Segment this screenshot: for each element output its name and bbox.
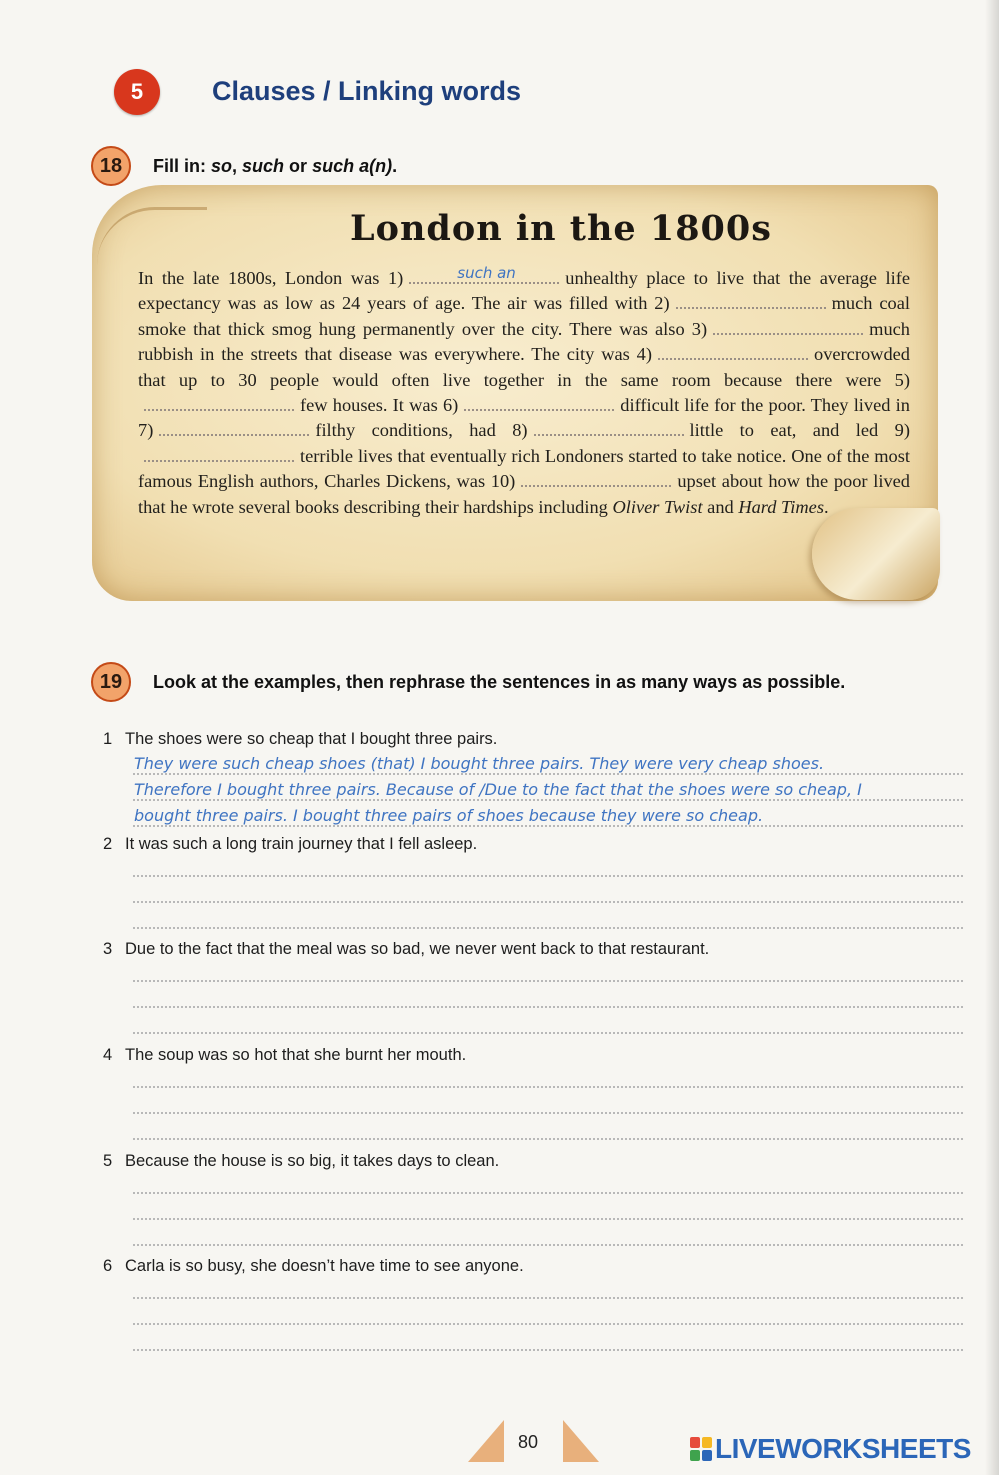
gap-2[interactable] [676, 295, 826, 309]
brand-text: LIVEWORKSHEETS [715, 1433, 971, 1464]
liveworksheets-brand [690, 1433, 971, 1465]
unit-number-badge: 5 [114, 69, 160, 115]
liveworksheets-logo-icon [690, 1437, 712, 1461]
page-number: 80 [518, 1432, 539, 1452]
passage-title: London in the 1800s [350, 208, 772, 249]
passage-text: In the late 1800s, London was 1) such an unhealthy place to live that the average life expectancy was as low as 24 years of age. The air was filled with 2) much coal smoke that thick smog hung permanently over the city. There was also 3) much rubbish in the streets that disease was everywhere. The city was 4) overcrowded that up to 30 people would often live together in the same room because there were 5)few houses. It was 6) difficult life for the poor. They lived in 7) filthy conditions, had 8) little to eat, and led 9)terrible lives that eventually rich Londoners started to take notice. One of the most famous English authors, Charles Dickens, was 10) upset about how the poor lived that he wrote several books describing their hardships including Oliver Twist and Hard Times. [138, 266, 910, 520]
answer-line[interactable] [133, 926, 963, 929]
example-answer-line-1: They were such cheap shoes (that) I bought three pairs. They were very cheap shoes. [134, 754, 825, 773]
answer-line[interactable] [133, 1111, 963, 1114]
question-5: 5 Because the house is so big, it takes days to clean. [103, 1152, 500, 1170]
unit-title: Clauses / Linking words [212, 76, 522, 106]
page-tab-right [563, 1420, 599, 1462]
gap-7[interactable] [159, 422, 309, 436]
question-4: 4 The soup was so hot that she burnt her mouth. [103, 1046, 467, 1064]
example-answer-line-2: Therefore I bought three pairs. Because of /Due to the fact that the shoes were so cheap, I [134, 780, 862, 799]
answer-line[interactable] [133, 1322, 963, 1325]
question-3: 3 Due to the fact that the meal was so bad, we never went back to that restaurant. [103, 940, 710, 958]
page-edge-shadow [985, 0, 999, 1475]
answer-line[interactable] [133, 1243, 963, 1246]
answer-line[interactable] [133, 1137, 963, 1140]
question-2: 2 It was such a long train journey that I fell asleep. [103, 835, 478, 853]
gap-6[interactable] [464, 397, 614, 411]
example-answer-line-3: bought three pairs. I bought three pairs of shoes because they were so cheap. [134, 806, 764, 825]
scroll-curl-bottom [812, 508, 940, 600]
question-6: 6 Carla is so busy, she doesn’t have time to see anyone. [103, 1257, 524, 1275]
question-1: 1 The shoes were so cheap that I bought three pairs. [103, 730, 498, 748]
exercise-18-badge: 18 [91, 146, 131, 186]
answer-line[interactable] [133, 1296, 963, 1299]
gap-9[interactable] [144, 448, 294, 462]
gap-1-answer: such an [457, 264, 516, 282]
answer-line[interactable] [133, 1005, 963, 1008]
gap-1[interactable] [409, 264, 559, 284]
exercise-19-instruction: Look at the examples, then rephrase the sentences in as many ways as possible. [153, 672, 846, 692]
answer-line[interactable] [133, 979, 963, 982]
answer-line[interactable] [133, 900, 963, 903]
page-tab-left [468, 1420, 504, 1462]
gap-8[interactable] [534, 422, 684, 436]
answer-line[interactable] [133, 1217, 963, 1220]
exercise-18-instruction: Fill in: so, such or such a(n). [153, 156, 398, 176]
exercise-19-badge: 19 [91, 662, 131, 702]
gap-10[interactable] [521, 473, 671, 487]
answer-line[interactable] [133, 1031, 963, 1034]
answer-line[interactable] [133, 1085, 963, 1088]
gap-5[interactable] [144, 397, 294, 411]
gap-3[interactable] [713, 321, 863, 335]
answer-line[interactable] [133, 1348, 963, 1351]
answer-line[interactable] [133, 874, 963, 877]
gap-4[interactable] [658, 346, 808, 360]
answer-line[interactable] [133, 1191, 963, 1194]
